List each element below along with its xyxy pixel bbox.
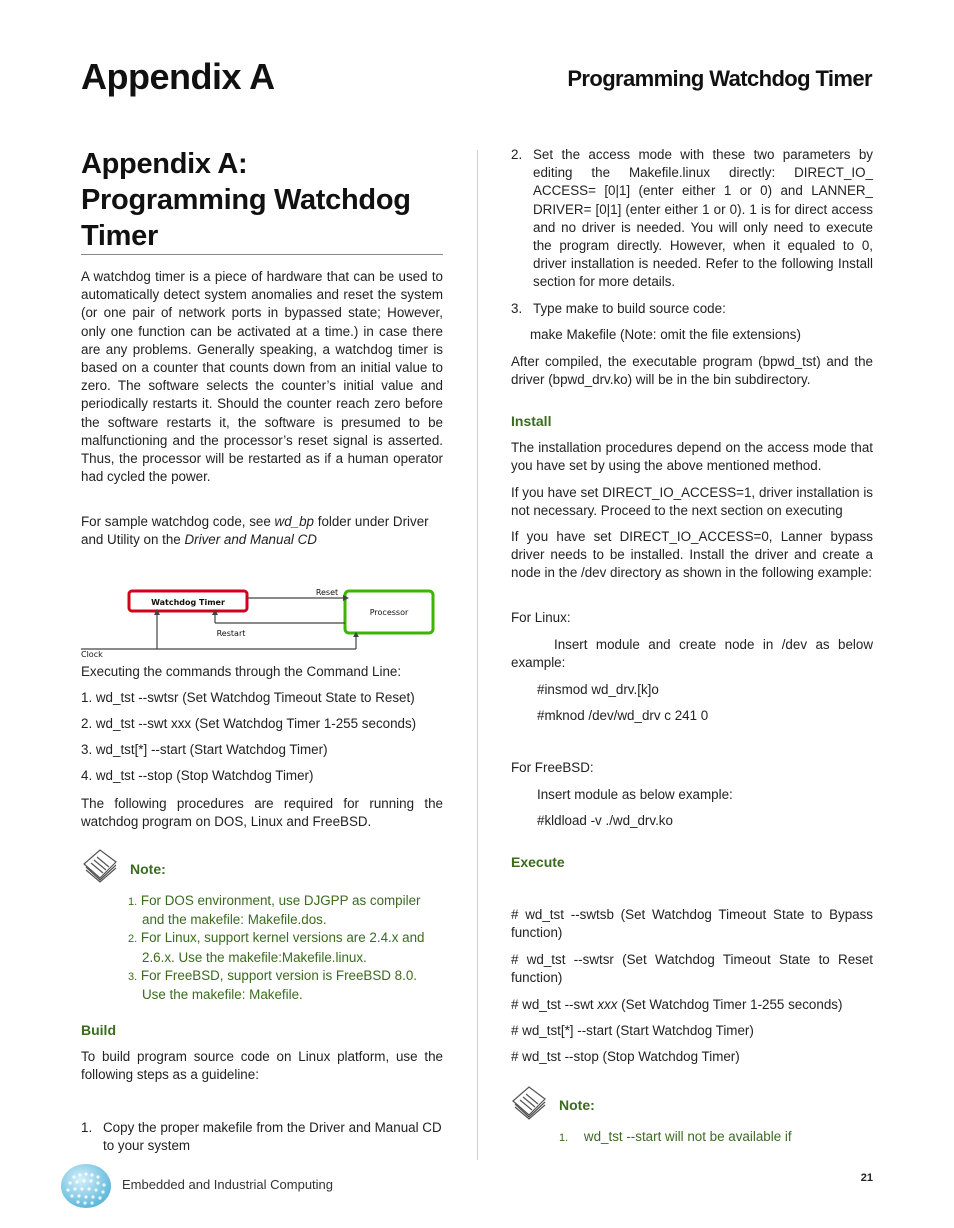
note-text-cont: Use the makefile: Makefile. xyxy=(142,987,303,1003)
build-paragraph: To build program source code on Linux platform, use the following steps as a guideline: xyxy=(81,1049,443,1083)
note-list xyxy=(128,892,448,1004)
step-num: 3. xyxy=(511,301,523,316)
note-num: 2. xyxy=(128,933,138,946)
note-list xyxy=(559,1128,879,1147)
for-freebsd: For FreeBSD: xyxy=(511,760,594,775)
note-num: 1. xyxy=(128,896,138,908)
linux-insert-text: Insert module and create node in /dev as below example: xyxy=(511,637,873,671)
sample-text-2: folder under Driver and Utility on the xyxy=(81,514,429,548)
note-item xyxy=(128,892,448,911)
note-text: For FreeBSD, support version is FreeBSD 8.0. xyxy=(140,967,418,983)
page-header-subtitle: Programming Watchdog Timer xyxy=(567,66,872,91)
section-title xyxy=(81,146,443,254)
note-text: For DOS environment, use DJGPP as compiler xyxy=(140,893,421,908)
watchdog-diagram-svg xyxy=(81,583,441,659)
install-paragraph-3: If you have set DIRECT_IO_ACCESS=0, Lanner bypass driver needs to be installed. Install the driver and create a node in the /dev directory as shown in the following example: xyxy=(511,529,873,581)
intro-paragraph: A watchdog timer is a piece of hardware that can be used to automatically detect system anomalies and reset the system (or one pair of network ports in bypassed state; However, only one function can be activated at a time.) in case there are any problems. Generally speaking, a watchdog timer is based on a counter that counts down from an initial value to zero. The software selects the counter’s initial value and periodically restarts it. Should the counter reach zero before the software restarts it, the software is presumed to be malfunctioning and the processor’s reset signal is asserted. Thus, the processor will be restarted as if a human operator had cycled the power. xyxy=(81,269,443,485)
sample-code-paragraph xyxy=(81,513,443,549)
freebsd-insert-text: Insert module as below example: xyxy=(537,787,733,802)
procedures-paragraph: The following procedures are required for running the watchdog program on DOS, Linux and FreeBSD. xyxy=(81,796,443,830)
build-heading: Build xyxy=(81,1022,116,1038)
execute-cmd-3 xyxy=(511,996,873,1014)
sample-text-1: For sample watchdog code, see xyxy=(81,514,275,529)
watchdog-box-label: Watchdog Timer xyxy=(151,598,225,607)
execute-cmd-5: # wd_tst --stop (Stop Watchdog Timer) xyxy=(511,1049,740,1064)
section-title-line1: Appendix A: xyxy=(81,148,248,180)
exec3-pre: # wd_tst --swt xyxy=(511,997,598,1012)
company-logo-globe-icon xyxy=(60,1163,112,1214)
watchdog-diagram xyxy=(81,583,441,664)
step-num: 2. xyxy=(511,147,523,162)
section-title-line2: Programming Watchdog xyxy=(81,184,411,216)
install-heading: Install xyxy=(511,413,552,429)
cmd-intro: Executing the commands through the Command Line: xyxy=(81,664,402,679)
clock-label: Clock xyxy=(81,650,103,659)
execute-cmd-4: # wd_tst[*] --start (Start Watchdog Timer) xyxy=(511,1023,754,1038)
execute-cmd-2: # wd_tst --swtsr (Set Watchdog Timeout State to Reset function) xyxy=(511,952,873,986)
note-text: For Linux, support kernel versions are 2.4.x and xyxy=(140,930,425,946)
note-num: 1. xyxy=(559,1132,569,1144)
exec3-post: (Set Watchdog Timer 1-255 seconds) xyxy=(617,997,843,1012)
command-2: 2. wd_tst --swt xxx (Set Watchdog Timer 1-255 seconds) xyxy=(81,716,417,731)
sample-cd: Driver and Manual CD xyxy=(184,532,317,548)
command-4: 4. wd_tst --stop (Stop Watchdog Timer) xyxy=(81,768,314,783)
after-compiled: After compiled, the executable program (bpwd_tst) and the driver (bpwd_drv.ko) will be in the bin subdirectory. xyxy=(511,354,873,388)
restart-label: Restart xyxy=(216,629,246,638)
execute-heading: Execute xyxy=(511,854,565,870)
exec3-em: xxx xyxy=(597,997,618,1012)
footer-text: Embedded and Industrial Computing xyxy=(122,1177,334,1192)
step-text: Copy the proper makefile from the Driver and Manual CD to your system xyxy=(103,1120,442,1154)
page-number: 21 xyxy=(860,1172,873,1184)
command-1: 1. wd_tst --swtsr (Set Watchdog Timeout State to Reset) xyxy=(81,690,415,705)
sample-folder: wd_bp xyxy=(274,514,314,529)
column-divider xyxy=(477,150,478,1160)
insmod-command: #insmod wd_drv.[k]o xyxy=(537,682,659,697)
reset-label: Reset xyxy=(315,588,339,597)
execute-cmd-1: # wd_tst --swtsb (Set Watchdog Timeout State to Bypass function) xyxy=(511,907,873,941)
note-item xyxy=(128,967,448,986)
section-rule xyxy=(81,254,443,255)
install-paragraph-1: The installation procedures depend on the access mode that you have set by using the above mentioned method. xyxy=(511,440,873,474)
make-command: make Makefile (Note: omit the file extensions) xyxy=(530,327,801,342)
note-label: Note: xyxy=(559,1097,595,1113)
mknod-command: #mknod /dev/wd_drv c 241 0 xyxy=(537,708,709,723)
processor-box-label: Processor xyxy=(369,608,409,617)
kldload-command: #kldload -v ./wd_drv.ko xyxy=(537,813,673,828)
note-num: 3. xyxy=(128,970,138,983)
step-num: 1. xyxy=(81,1120,93,1135)
install-paragraph-2: If you have set DIRECT_IO_ACCESS=1, driver installation is not necessary. Proceed to the next section on executing xyxy=(511,485,873,519)
note-label: Note: xyxy=(130,861,166,877)
note-icon xyxy=(509,1083,549,1126)
note-icon xyxy=(80,846,120,889)
section-title-line3: Timer xyxy=(81,220,158,252)
note-text: wd_tst --start will not be available if xyxy=(583,1129,792,1144)
command-3: 3. wd_tst[*] --start (Start Watchdog Timer) xyxy=(81,742,328,757)
step-text: Set the access mode with these two parameters by editing the Makefile.linux directly: DIRECT_IO_ ACCESS= [0|1] (enter either 1 or 0) and LANNER_ DRIVER= [0|1] (enter either 1 or 0). 1 is for direct access and no driver is needed. You will only need to execute the program directly. However, when it equaled to 0, driver installation is needed. Refer to the following Install section for more details. xyxy=(533,147,873,290)
note-item xyxy=(128,929,448,948)
note-text-cont: 2.6.x. Use the makefile:Makefile.linux. xyxy=(142,949,367,965)
note-text-cont: and the makefile: Makefile.dos. xyxy=(142,912,327,928)
for-linux: For Linux: xyxy=(511,610,571,625)
step-text: Type make to build source code: xyxy=(533,301,726,316)
page-header-title: Appendix A xyxy=(81,56,275,97)
